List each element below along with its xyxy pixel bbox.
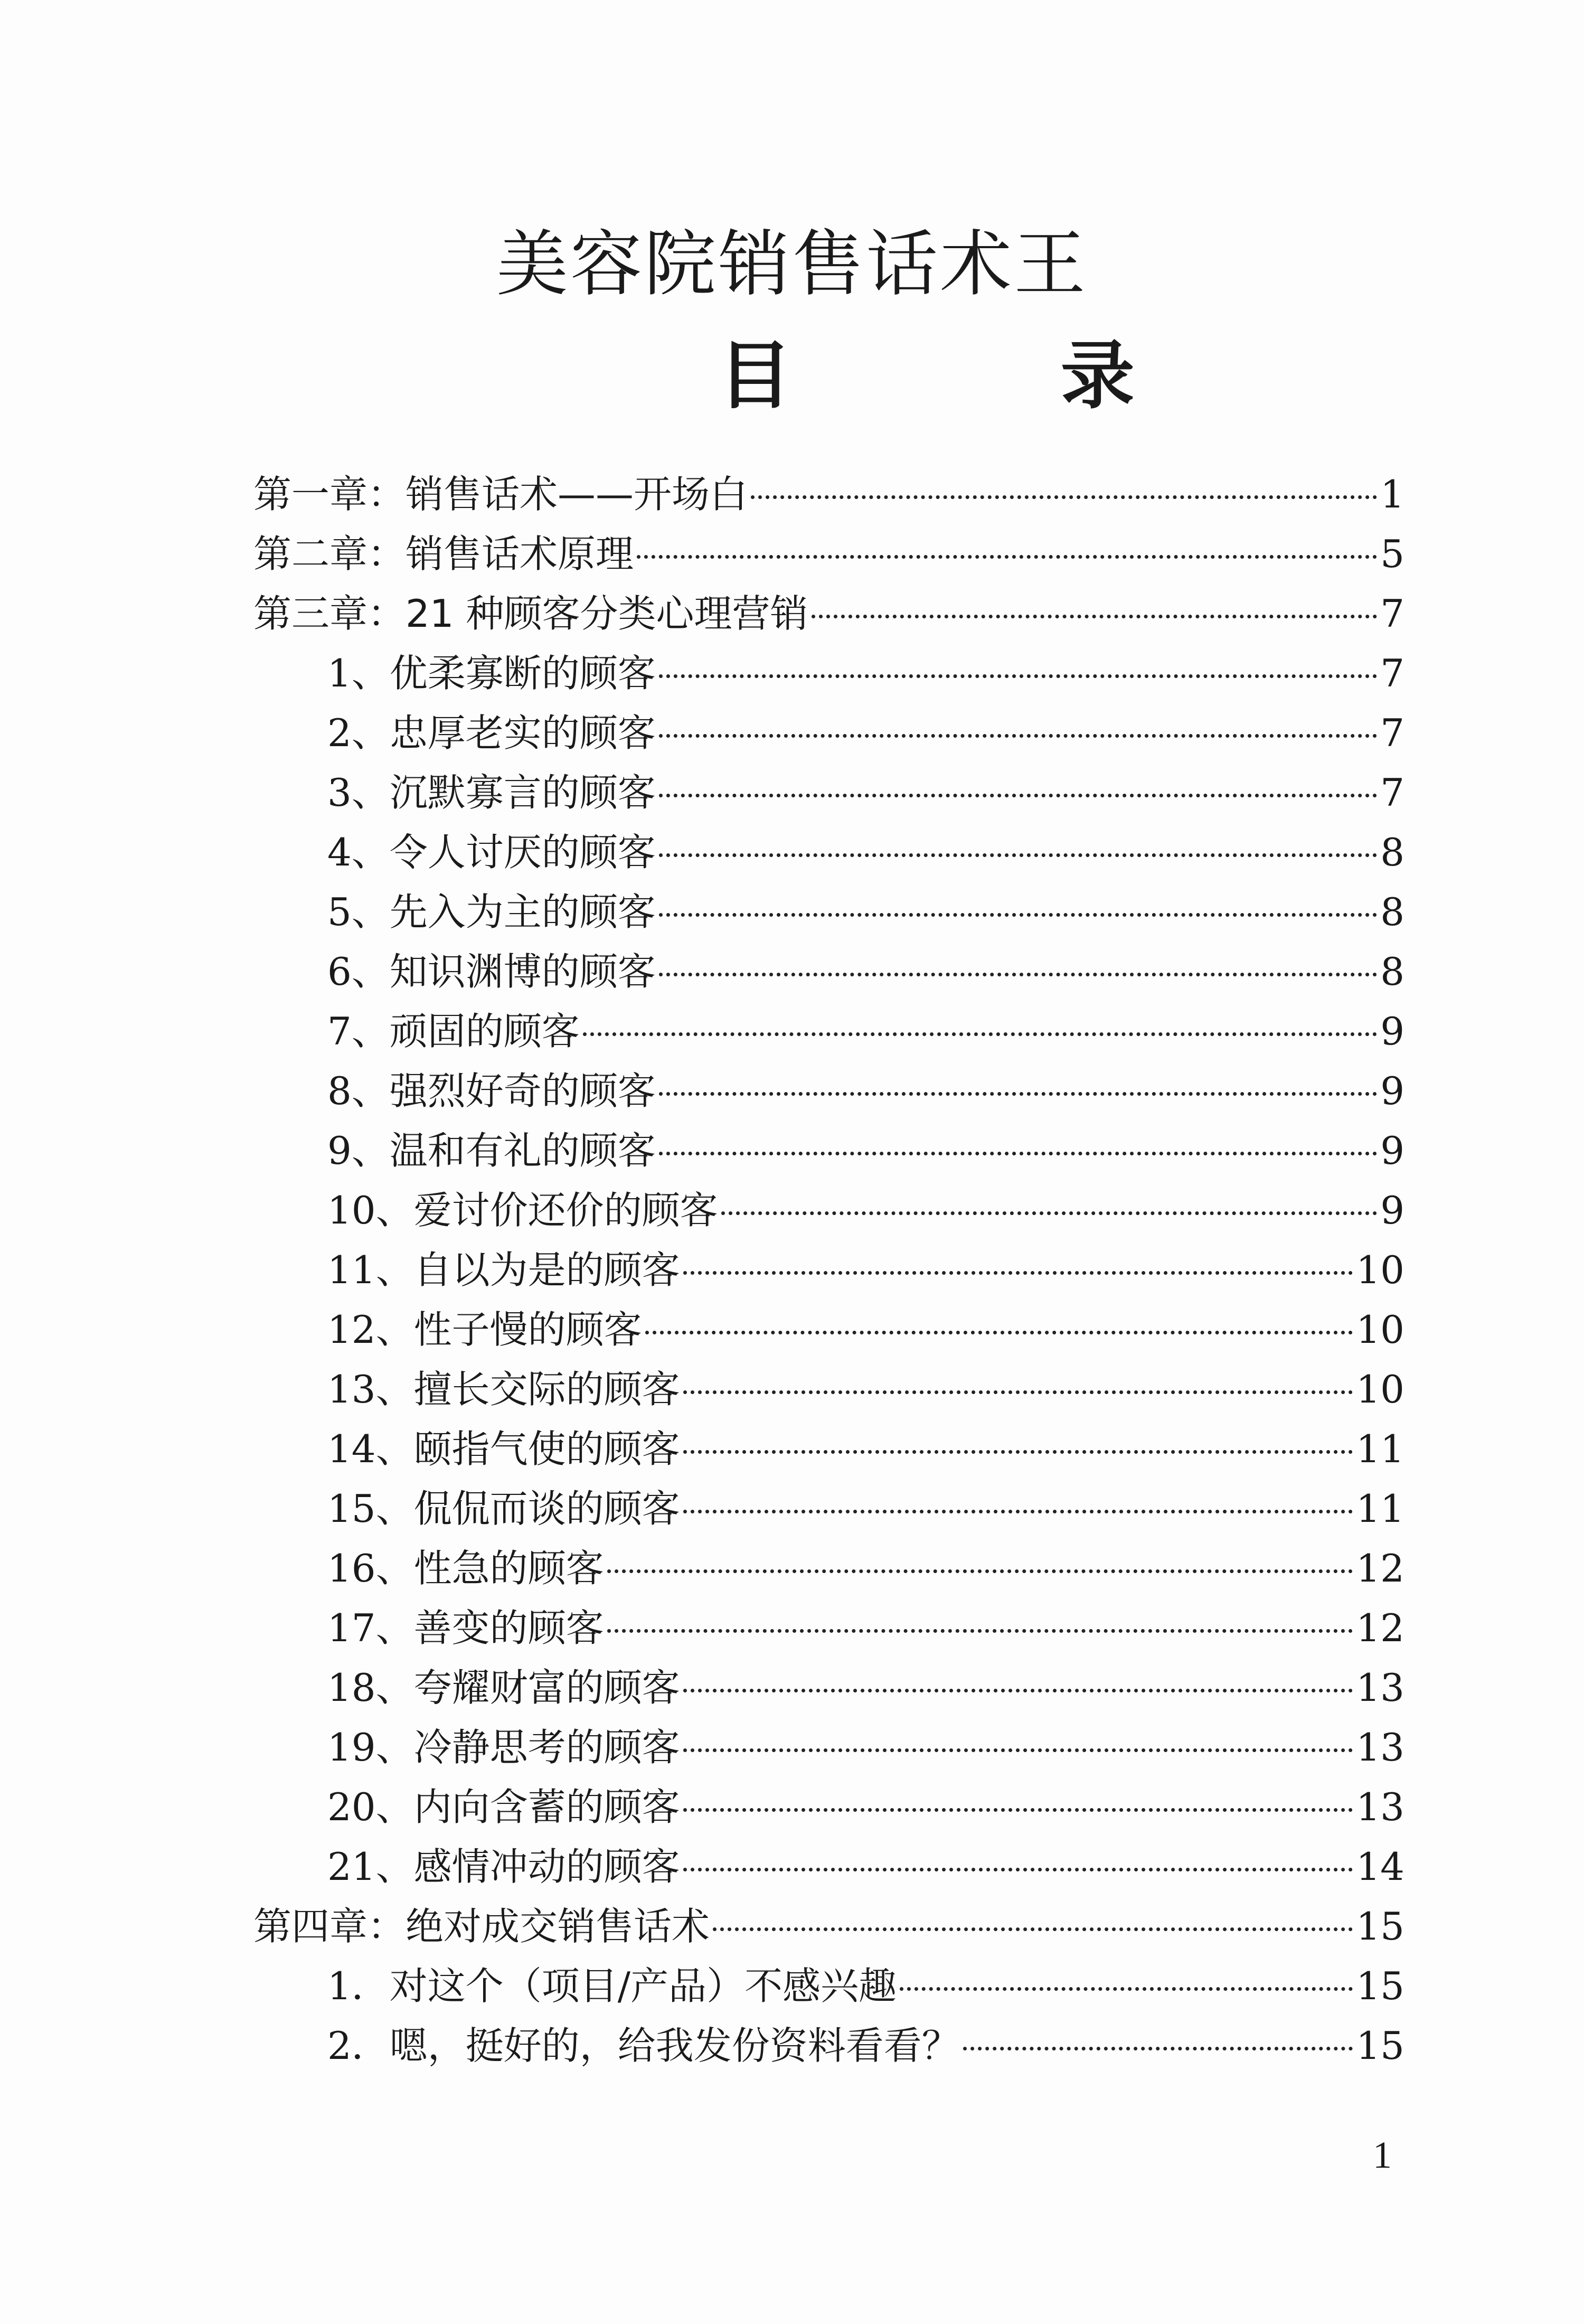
- toc-entry-page-number: 11: [1356, 1427, 1404, 1471]
- toc-entry-label: 1．对这个（项目/产品）不感兴趣: [327, 1964, 897, 2008]
- toc-entry-label: 10、爱讨价还价的顾客: [327, 1188, 718, 1232]
- toc-item-entry[interactable]: [253, 1479, 1404, 1539]
- toc-item-entry[interactable]: [253, 1658, 1404, 1718]
- toc-entry-label: 11、自以为是的顾客: [327, 1248, 680, 1292]
- toc-entry-page-number: 10: [1356, 1307, 1404, 1352]
- dot-leader: [721, 1211, 1378, 1215]
- toc-entry-label: 1、优柔寡断的顾客: [327, 651, 656, 695]
- toc-item-entry[interactable]: [253, 1061, 1404, 1121]
- toc-entry-page-number: 13: [1356, 1785, 1404, 1829]
- dot-leader: [659, 853, 1377, 857]
- toc-entry-label: 3、沉默寡言的顾客: [327, 770, 656, 815]
- dot-leader: [683, 1390, 1353, 1394]
- toc-item-entry[interactable]: [253, 882, 1404, 942]
- toc-entry-label: 第二章：销售话术原理: [253, 532, 634, 576]
- dot-leader: [659, 973, 1377, 976]
- toc-item-entry[interactable]: [253, 1598, 1404, 1658]
- toc-item-entry[interactable]: [253, 1539, 1404, 1598]
- toc-entry-page-number: 8: [1380, 890, 1404, 934]
- toc-entry-label: 18、夸耀财富的顾客: [327, 1666, 680, 1710]
- toc-entry-label: 第三章：21 种顾客分类心理营销: [253, 591, 808, 636]
- toc-item-entry[interactable]: [253, 2016, 1404, 2076]
- toc-item-entry[interactable]: [253, 1777, 1404, 1837]
- table-of-contents: [253, 465, 1404, 2076]
- toc-item-entry[interactable]: [253, 1837, 1404, 1897]
- toc-entry-label: 14、颐指气使的顾客: [327, 1427, 680, 1471]
- toc-entry-page-number: 11: [1356, 1486, 1404, 1531]
- toc-entry-page-number: 9: [1380, 1009, 1404, 1053]
- toc-item-entry[interactable]: [253, 823, 1404, 882]
- dot-leader: [683, 1689, 1353, 1692]
- toc-entry-label: 19、冷静思考的顾客: [327, 1725, 680, 1770]
- toc-item-entry[interactable]: [253, 703, 1404, 763]
- toc-entry-label: 第四章：绝对成交销售话术: [253, 1904, 710, 1949]
- toc-chapter-entry[interactable]: [253, 465, 1404, 524]
- toc-entry-label: 15、侃侃而谈的顾客: [327, 1486, 680, 1531]
- toc-entry-label: 20、内向含蓄的顾客: [327, 1785, 680, 1829]
- toc-entry-page-number: 9: [1380, 1128, 1404, 1173]
- toc-item-entry[interactable]: [253, 1718, 1404, 1777]
- toc-item-entry[interactable]: [253, 763, 1404, 823]
- toc-entry-label: 13、擅长交际的顾客: [327, 1367, 680, 1412]
- toc-entry-page-number: 12: [1356, 1606, 1404, 1650]
- page-number: 1: [1373, 2134, 1392, 2176]
- toc-entry-page-number: 10: [1356, 1367, 1404, 1412]
- dot-leader: [659, 794, 1377, 797]
- toc-entry-page-number: 13: [1356, 1666, 1404, 1710]
- dot-leader: [713, 1927, 1353, 1931]
- dot-leader: [645, 1331, 1353, 1334]
- toc-entry-page-number: 7: [1380, 711, 1404, 755]
- dot-leader: [607, 1629, 1353, 1633]
- toc-entry-label: 6、知识渊博的顾客: [327, 949, 656, 994]
- toc-chapter-entry[interactable]: [253, 1897, 1404, 1956]
- dot-leader: [683, 1510, 1353, 1513]
- toc-entry-label: 5、先入为主的顾客: [327, 890, 656, 934]
- toc-item-entry[interactable]: [253, 644, 1404, 703]
- toc-entry-label: 16、性急的顾客: [327, 1546, 604, 1591]
- toc-entry-page-number: 1: [1380, 472, 1404, 516]
- toc-entry-page-number: 15: [1356, 2024, 1404, 2068]
- toc-entry-page-number: 15: [1356, 1964, 1404, 2008]
- toc-entry-label: 9、温和有礼的顾客: [327, 1128, 656, 1173]
- dot-leader: [659, 913, 1377, 917]
- dot-leader: [659, 734, 1377, 738]
- dot-leader: [637, 555, 1377, 559]
- toc-entry-page-number: 9: [1380, 1069, 1404, 1113]
- toc-entry-page-number: 10: [1356, 1248, 1404, 1292]
- toc-chapter-entry[interactable]: [253, 584, 1404, 644]
- toc-item-entry[interactable]: [253, 942, 1404, 1002]
- dot-leader: [659, 1092, 1377, 1096]
- toc-item-entry[interactable]: [253, 1121, 1404, 1181]
- toc-item-entry[interactable]: [253, 1002, 1404, 1061]
- toc-entry-page-number: 12: [1356, 1546, 1404, 1591]
- dot-leader: [900, 1987, 1353, 1991]
- toc-entry-page-number: 15: [1356, 1904, 1404, 1949]
- dot-leader: [583, 1032, 1377, 1036]
- toc-chapter-entry[interactable]: [253, 524, 1404, 584]
- toc-entry-label: 7、顽固的顾客: [327, 1009, 580, 1053]
- dot-leader: [751, 495, 1377, 499]
- toc-entry-label: 17、善变的顾客: [327, 1606, 604, 1650]
- dot-leader: [963, 2047, 1353, 2050]
- dot-leader: [683, 1748, 1353, 1752]
- dot-leader: [683, 1808, 1353, 1812]
- dot-leader: [683, 1271, 1353, 1275]
- toc-item-entry[interactable]: [253, 1300, 1404, 1360]
- toc-entry-label: 4、令人讨厌的顾客: [327, 830, 656, 874]
- toc-item-entry[interactable]: [253, 1419, 1404, 1479]
- toc-entry-page-number: 8: [1380, 949, 1404, 994]
- toc-item-entry[interactable]: [253, 1360, 1404, 1419]
- toc-entry-page-number: 5: [1380, 532, 1404, 576]
- dot-leader: [683, 1450, 1353, 1454]
- toc-entry-page-number: 7: [1380, 651, 1404, 695]
- toc-entry-label: 第一章：销售话术——开场白: [253, 472, 748, 516]
- toc-entry-page-number: 8: [1380, 830, 1404, 874]
- toc-entry-label: 12、性子慢的顾客: [327, 1307, 642, 1352]
- dot-leader: [812, 615, 1378, 618]
- toc-entry-page-number: 9: [1380, 1188, 1404, 1232]
- toc-entry-page-number: 14: [1356, 1845, 1404, 1889]
- dot-leader: [683, 1868, 1353, 1871]
- toc-entry-label: 21、感情冲动的顾客: [327, 1845, 680, 1889]
- toc-item-entry[interactable]: [253, 1181, 1404, 1240]
- toc-entry-page-number: 7: [1380, 591, 1404, 636]
- dot-leader: [659, 1152, 1377, 1155]
- toc-entry-label: 2、忠厚老实的顾客: [327, 711, 656, 755]
- toc-heading: 目 录: [718, 333, 1256, 419]
- toc-item-entry[interactable]: [253, 1956, 1404, 2016]
- toc-item-entry[interactable]: [253, 1240, 1404, 1300]
- dot-leader: [659, 674, 1377, 678]
- book-title: 美容院销售话术王: [496, 223, 1088, 306]
- dot-leader: [607, 1569, 1353, 1573]
- toc-entry-label: 2．嗯，挺好的，给我发份资料看看？: [327, 2024, 960, 2068]
- toc-entry-label: 8、强烈好奇的顾客: [327, 1069, 656, 1113]
- toc-entry-page-number: 13: [1356, 1725, 1404, 1770]
- toc-entry-page-number: 7: [1380, 770, 1404, 815]
